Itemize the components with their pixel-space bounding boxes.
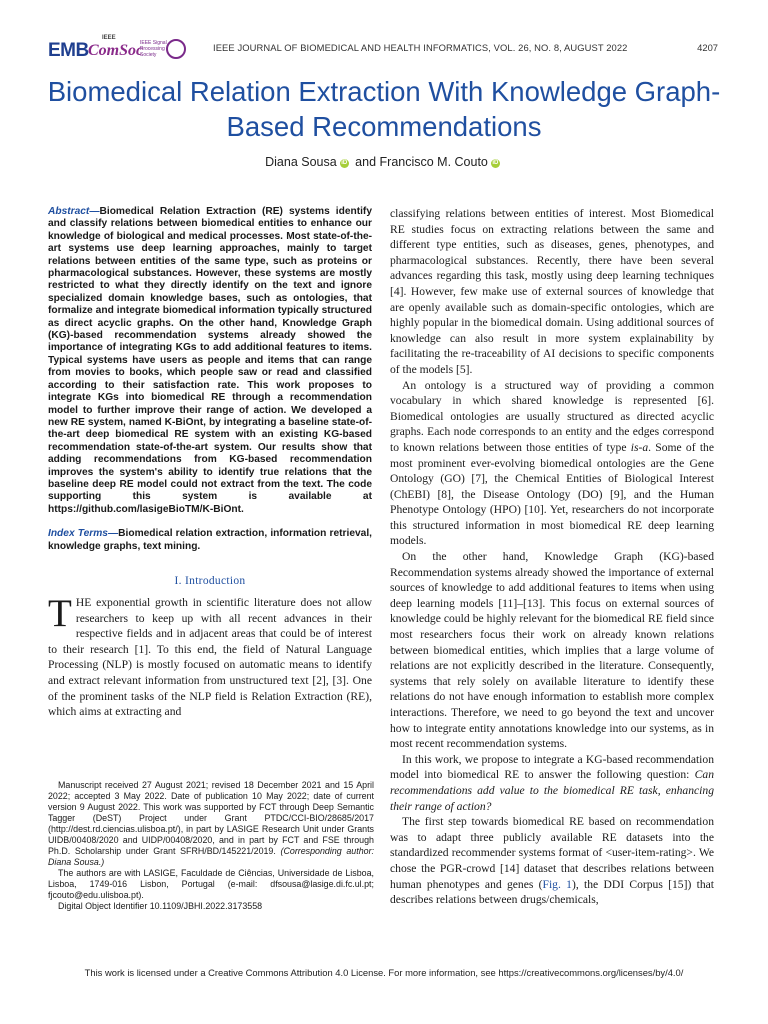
right-column	[390, 206, 714, 908]
left-column	[48, 206, 372, 720]
body-paragraph: The first step towards biomedical RE based on recommendation was to adapt three publicly available RE datasets into the standardized recommender systems format of <user-item-rating>. We chose the PGR-crowd [14] dataset that describes relations between human phenotypes and genes (Fig. 1), the DDI Corpus [15]) that describes relations between drugs/chemicals,	[390, 815, 714, 907]
author-name: Francisco M. Couto	[379, 155, 488, 169]
figure-link[interactable]: Fig. 1	[542, 877, 572, 891]
body-paragraph: On the other hand, Knowledge Graph (KG)-based Recommendation systems already showed the importance of external sources of knowledge to add additional features to items when using deep learning models [11]–[13]. This focus on external sources of knowledge could be highly relevant for the biomedical RE field since most researchers focus their work on already known relations between biomedical entities, which implies that a large volume of relations are not explicitly described in the literature. Consequently, systems that rely solely on available literature to identify these relations do not have enough information to establish more complex interactions. Therefore, we need to go beyond the text and uncover how to integrate entity annotations knowledge into our systems, as in most recent recommendation systems.	[390, 550, 714, 751]
author-connector: and	[355, 155, 377, 169]
orcid-icon[interactable]: iD	[341, 160, 348, 166]
journal-name: IEEE JOURNAL OF BIOMEDICAL AND HEALTH INFORMATICS, VOL. 26, NO. 8, AUGUST 2022	[213, 42, 628, 53]
doi-note: Digital Object Identifier 10.1109/JBHI.2022.3173558	[58, 901, 263, 911]
body-paragraph: An ontology is a structured way of providing a common vocabulary in which shared knowledge is represented [6]. Biomedical ontologies are usually structured as directed acyclic graphs. Each node corresponds to an entity and the edges correspond to known relations between those entities of type is-a. Some of the most prominent ever-evolving biomedical ontologies are the Gene Ontology (GO) [7], the Chemical Entities of Biological Interest (ChEBI) [8], the Disease Ontology (DO) [9], and the Human Phenotype Ontology (HPO) [10]. Yet, researchers do not incorporate this structured information in most biomedical RE deep learning models.	[390, 378, 714, 548]
page-number: 4207	[697, 42, 718, 53]
index-terms-text: Biomedical relation extraction, information retrieval, knowledge graphs, text mining.	[48, 528, 372, 552]
orcid-icon[interactable]: iD	[492, 160, 499, 166]
author-name: Diana Sousa	[265, 155, 337, 169]
body-paragraph: In this work, we propose to integrate a KG-based recommendation model into biomedical RE to answer the following question: Can recommendations add value to the biomedical RE task, enhancing their range of action?	[390, 752, 714, 813]
comsoc-logo: IEEE ComSoc	[88, 35, 144, 59]
corresponding-author: (Corresponding author: Diana Sousa.)	[48, 846, 374, 867]
affiliation-note: The authors are with LASIGE, Faculdade de Ciências, Universidade de Lisboa, Lisboa, 1749-016 Lisbon, Portugal (e-mail: dfsousa@lasige.di.fc.ul.pt; fjcouto@edu.ulisboa.pt).	[48, 868, 374, 900]
intro-paragraph: THE exponential growth in scientific literature does not allow researchers to keep up with all recent advances in their respective fields and in adjacent areas that could be of interest to their research [1]. To this end, the field of Natural Language Processing (NLP) is mostly focused on automatic means to identify and extract relevant information from unstructured text [2], [3]. One of the prominent tasks of the NLP field is Relation Extraction (RE), which aims at extracting and	[48, 591, 372, 719]
abstract-label: Abstract—	[48, 206, 100, 217]
sps-logo: IEEE Signal Processing Society	[140, 40, 167, 58]
paper-title: Biomedical Relation Extraction With Knowledge Graph-Based Recommendations	[47, 76, 721, 142]
index-terms-label: Index Terms—	[48, 528, 119, 540]
body-paragraph: classifying relations between entities of interest. Most Biomedical RE studies focus on extracting relations between the same and different type entities, such as diseases, genes, phenotypes, and pharmacological substances. Recently, there have been several advances regarding this task, mostly using deep learning techniques [4]. However, few make use of external sources of knowledge that are openly available such as domain-specific ontologies, which are highly popular in the biomedical domain. Using additional sources of knowledge can also result in more system explainability by facilitating the re-traceability of AI decisions to specific components of the models [5].	[390, 207, 714, 376]
sps-logo-icon	[166, 39, 186, 59]
section-heading: I. Introduction	[174, 574, 246, 587]
manuscript-note: Manuscript received 27 August 2021; revised 18 December 2021 and 15 April 2022; accepted 3 May 2022. Date of publication 10 May 2022; date of current version 9 August 2022. This work was supported by FCT through Deep Semantic Tagger (DeST) Project under Grant PTDC/CCI-BIO/28685/2017 (http://dest.rd.ciencias.ulisboa.pt/), in part by LASIGE Research Unit under Grants UIDB/00408/2020 and UIDP/00408/2020, and in part by FCT and FSE through Ph.D. Scholarship under Grant SFRH/BD/145221/2019. (Corresponding author: Diana Sousa.)	[48, 780, 374, 867]
index-terms	[48, 528, 372, 553]
license-footer: This work is licensed under a Creative Commons Attribution 4.0 License. For more information, see https://creativecommons.org/licenses/by/4.0/	[84, 967, 684, 978]
running-header	[48, 35, 718, 64]
abstract	[48, 206, 372, 516]
publisher-logos	[48, 35, 213, 64]
abstract-text: Biomedical Relation Extraction (RE) systems identify and classify relations between biomedical entities to enhance our knowledge of biological and medical processes. Most state-of-the-art systems use deep learning approaches, mainly to target relations between entities of the same type, such as proteins or pharmacological substances. However, these systems are mostly restricted to what they directly identify on the text and ignore specialized domain knowledge bases, such as ontologies, that formalize and integrate biomedical information typically structured as direct acyclic graphs. On the other hand, Knowledge Graph (KG)-based recommendation systems already showed the importance of integrating KGs to add additional features to items. Typical systems have users as people and items that can range from movies to books, which people saw or read and classified according to their satisfaction rate. This work proposes to integrate KGs into biomedical RE through a recommendation model to further improve their range of action. We developed a new RE system, named K-BiOnt, by integrating a baseline state-of-the-art deep biomedical RE system with an existing KG-based recommendation state-of-the-art system. Our results show that adding recommendations from KG-based recommendation improves the system's ability to identify true relations that the baseline deep RE model could not extract from the text. The code supporting this system is available at https://github.com/lasigeBioTM/K-BiOnt.	[48, 206, 372, 515]
drop-cap: T	[48, 591, 72, 635]
emb-logo: EMB	[48, 40, 89, 61]
research-question: Can recommendations add value to the biomedical RE task, enhancing their range of action?	[390, 768, 714, 813]
author-line	[0, 155, 768, 169]
footnotes	[48, 780, 374, 912]
